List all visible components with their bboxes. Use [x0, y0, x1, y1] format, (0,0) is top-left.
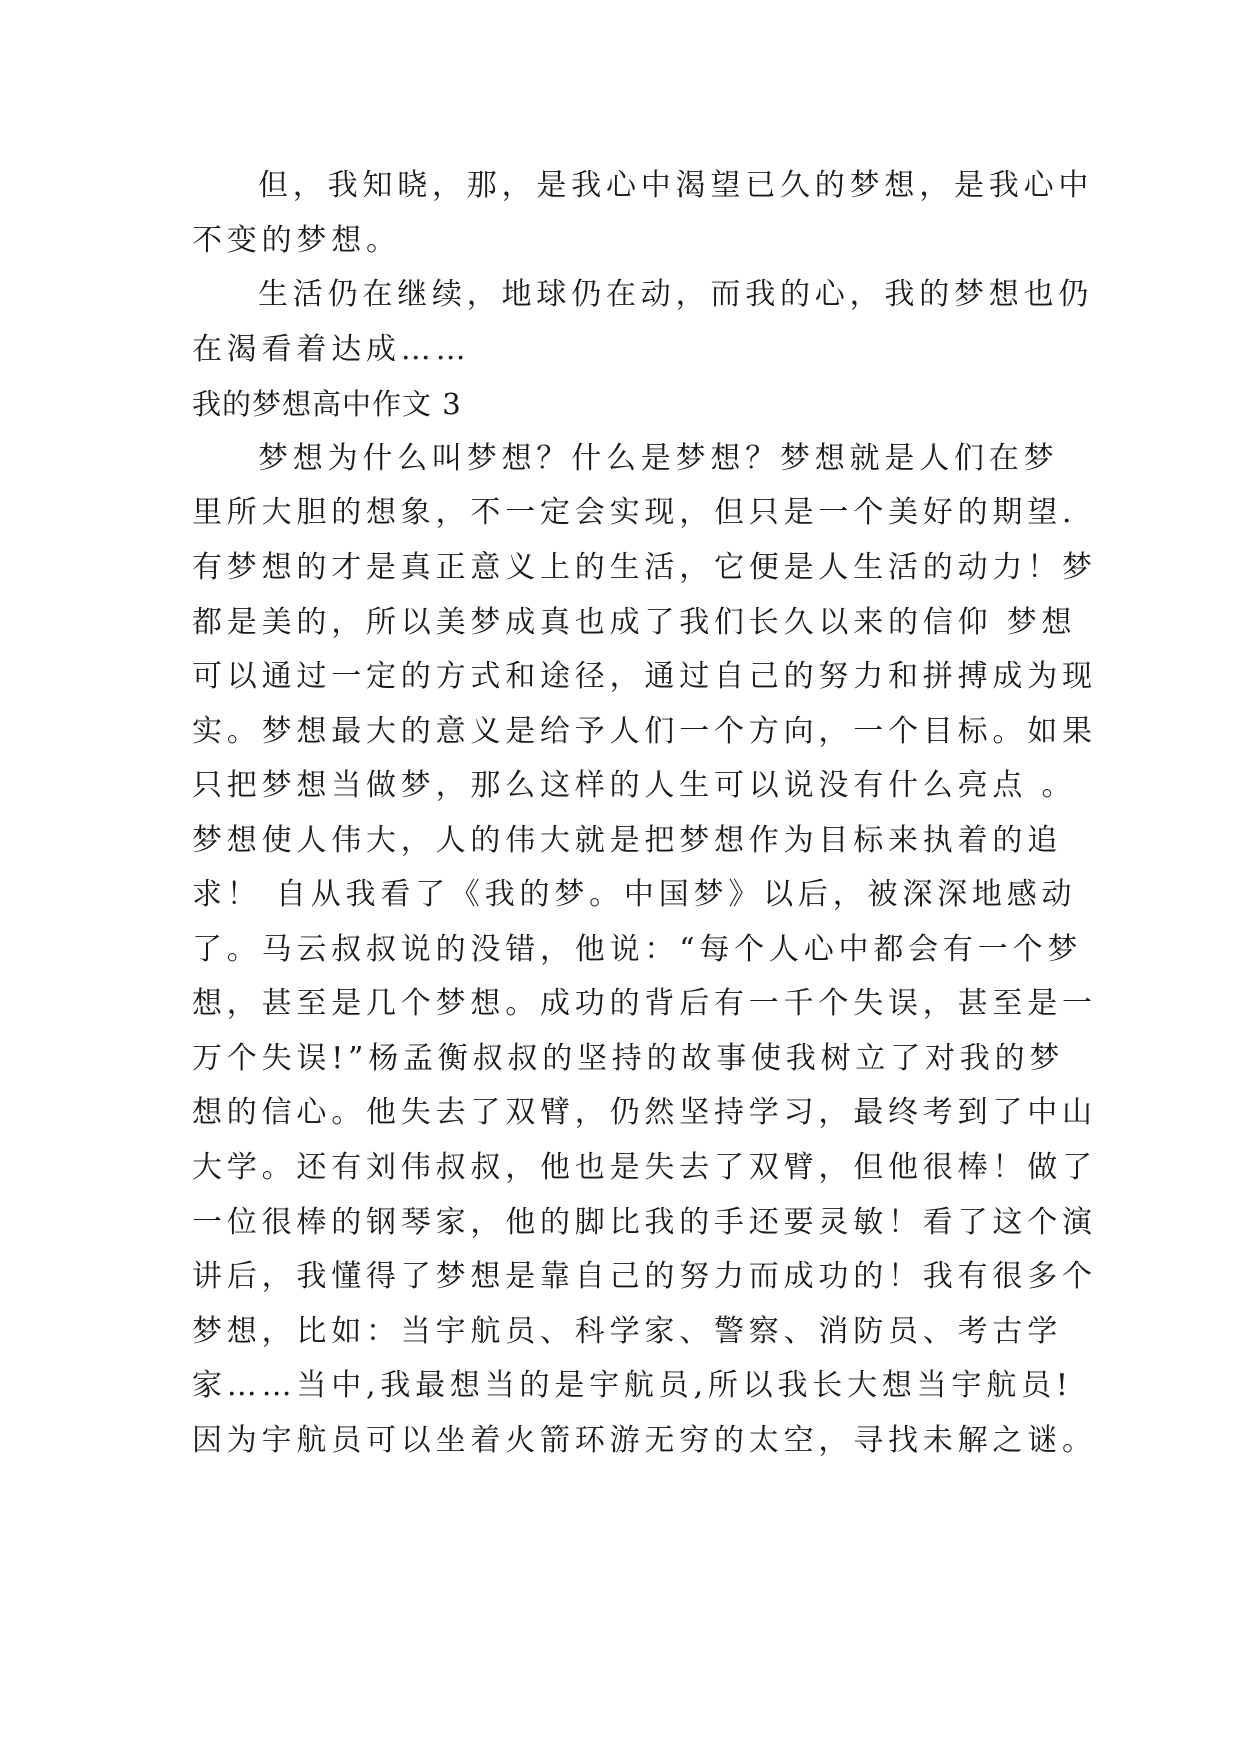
paragraph-3-line-17: 梦想，比如：当宇航员、科学家、警察、消防员、考古学	[192, 1314, 1062, 1349]
paragraph-3-line-18: 家……当中,我最想当的是宇航员,所以我长大想当宇航员!	[192, 1368, 1073, 1403]
paragraph-3-line-12: 万个失误!”杨孟衡叔叔的坚持的故事使我树立了对我的梦	[192, 1041, 1065, 1076]
paragraph-3-line-19: 因为宇航员可以坐着火箭环游无穷的太空，寻找未解之谜。	[192, 1423, 1097, 1458]
paragraph-3-line-3: 有梦想的才是真正意义上的生活，它便是人生活的动力！梦	[192, 550, 1097, 585]
paragraph-3-line-9: 求！ 自从我看了《我的梦。中国梦》以后，被深深地感动	[192, 877, 1077, 912]
section-heading: 我的梦想高中作文 3	[192, 387, 462, 421]
paragraph-3-line-16: 讲后，我懂得了梦想是靠自己的努力而成功的！我有很多个	[192, 1259, 1097, 1294]
paragraph-2-line-1: 生活仍在继续，地球仍在动，而我的心，我的梦想也仍	[258, 277, 1094, 312]
paragraph-3-line-2: 里所大胆的想象，不一定会实现，但只是一个美好的期望.	[192, 495, 1077, 530]
paragraph-3-line-1: 梦想为什么叫梦想？什么是梦想？梦想就是人们在梦	[258, 441, 1059, 476]
paragraph-3-line-7: 只把梦想当做梦，那么这样的人生可以说没有什么亮点 。	[192, 768, 1077, 803]
paragraph-3-line-5: 可以通过一定的方式和途径，通过自己的努力和拼搏成为现	[192, 659, 1097, 694]
paragraph-3-line-6: 实。梦想最大的意义是给予人们一个方向，一个目标。如果	[192, 714, 1097, 749]
paragraph-3-line-14: 大学。还有刘伟叔叔，他也是失去了双臂，但他很棒！做了	[192, 1150, 1097, 1185]
paragraph-2-line-2: 在渴看着达成……	[192, 332, 471, 367]
paragraph-3-line-13: 想的信心。他失去了双臂，仍然坚持学习，最终考到了中山	[192, 1095, 1097, 1130]
paragraph-3-line-8: 梦想使人伟大，人的伟大就是把梦想作为目标来执着的追	[192, 823, 1062, 858]
paragraph-3-line-4: 都是美的，所以美梦成真也成了我们长久以来的信仰 梦想	[192, 605, 1077, 640]
paragraph-1-line-2: 不变的梦想。	[192, 223, 401, 258]
paragraph-3-line-15: 一位很棒的钢琴家，他的脚比我的手还要灵敏！看了这个演	[192, 1205, 1097, 1240]
paragraph-3-line-10: 了。马云叔叔说的没错，他说：“每个人心中都会有一个梦	[192, 932, 1083, 967]
paragraph-3-line-11: 想，甚至是几个梦想。成功的背后有一千个失误，甚至是一	[192, 986, 1097, 1021]
paragraph-1-line-1: 但，我知晓，那，是我心中渴望已久的梦想，是我心中	[258, 168, 1094, 203]
